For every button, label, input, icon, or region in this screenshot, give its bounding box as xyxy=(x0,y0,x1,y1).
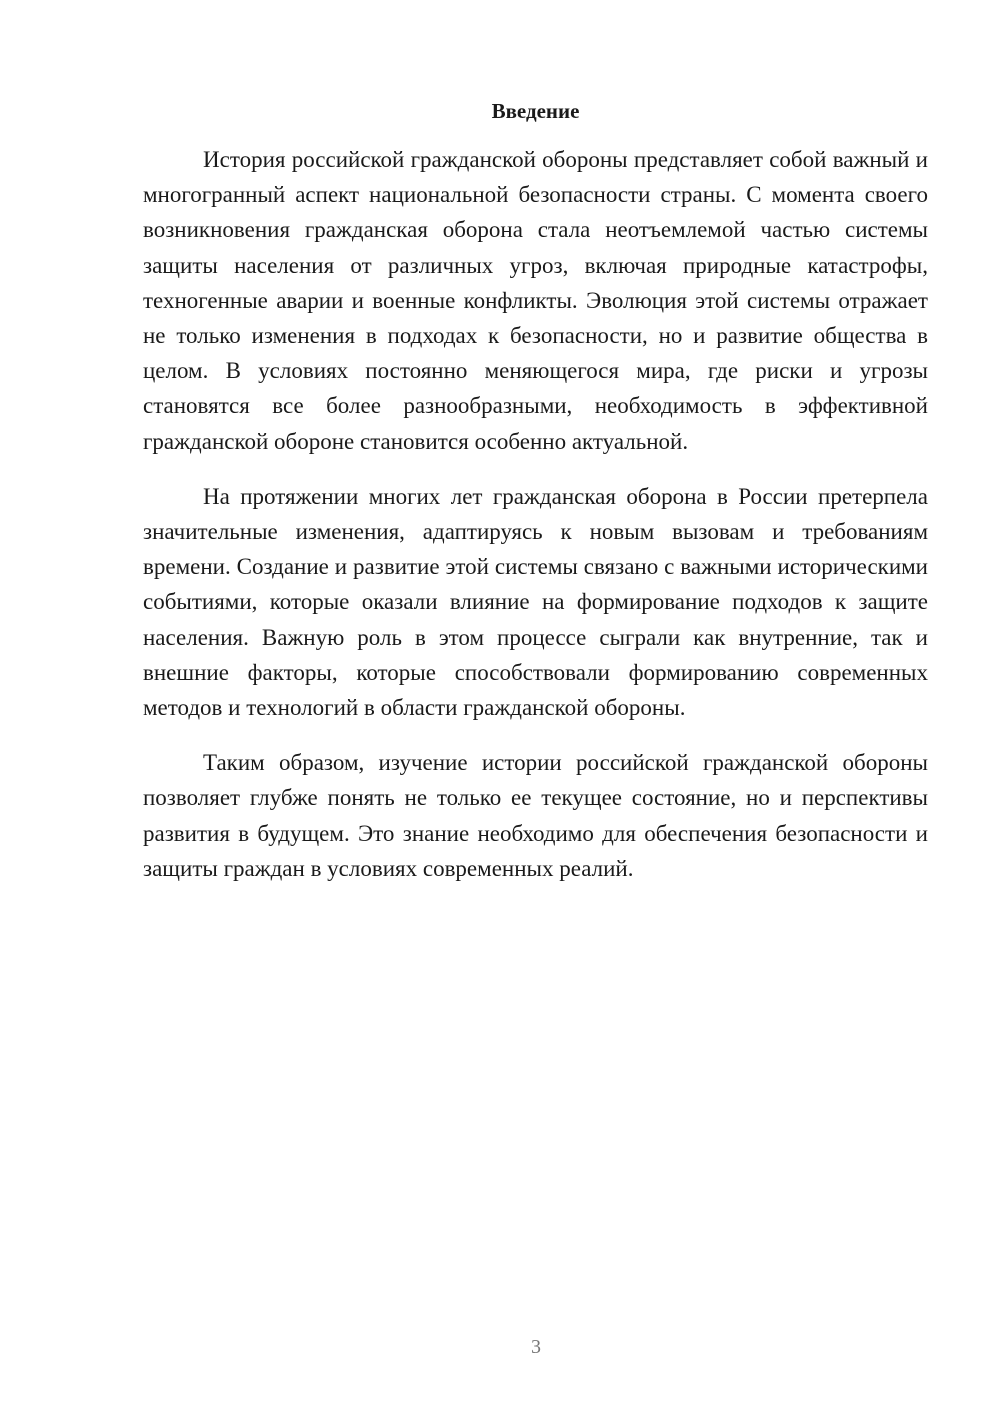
page-number: 3 xyxy=(531,1336,541,1358)
document-body xyxy=(143,142,928,906)
page-title: Введение xyxy=(491,99,580,123)
paragraph-2: На протяжении многих лет гражданская оборона в России претерпела значительные изменения, адаптируясь к новым вызовам и требованиям времени. Создание и развитие этой системы связано с важными историческими событиями, которые оказали влияние на формирование подходов к защите населения. Важную роль в этом процессе сыграли как внутренние, так и внешние факторы, которые способствовали формированию современных методов и технологий в области гражданской обороны. xyxy=(143,483,928,721)
paragraph-1: История российской гражданской обороны представляет собой важный и многогранный аспект национальной безопасности страны. С момента своего возникновения гражданская оборона стала неотъемлемой частью системы защиты населения от различных угроз, включая природные катастрофы, техногенные аварии и военные конфликты. Эволюция этой системы отражает не только изменения в подходах к безопасности, но и развитие общества в целом. В условиях постоянно меняющегося мира, где риски и угрозы становятся все более разнообразными, необходимость в эффективной гражданской обороне становится особенно актуальной. xyxy=(143,147,928,454)
paragraph-3: Таким образом, изучение истории российской гражданской обороны позволяет глубже понять не только ее текущее состояние, но и перспективы развития в будущем. Это знание необходимо для обеспечения безопасности и защиты граждан в условиях современных реалий. xyxy=(143,750,928,881)
